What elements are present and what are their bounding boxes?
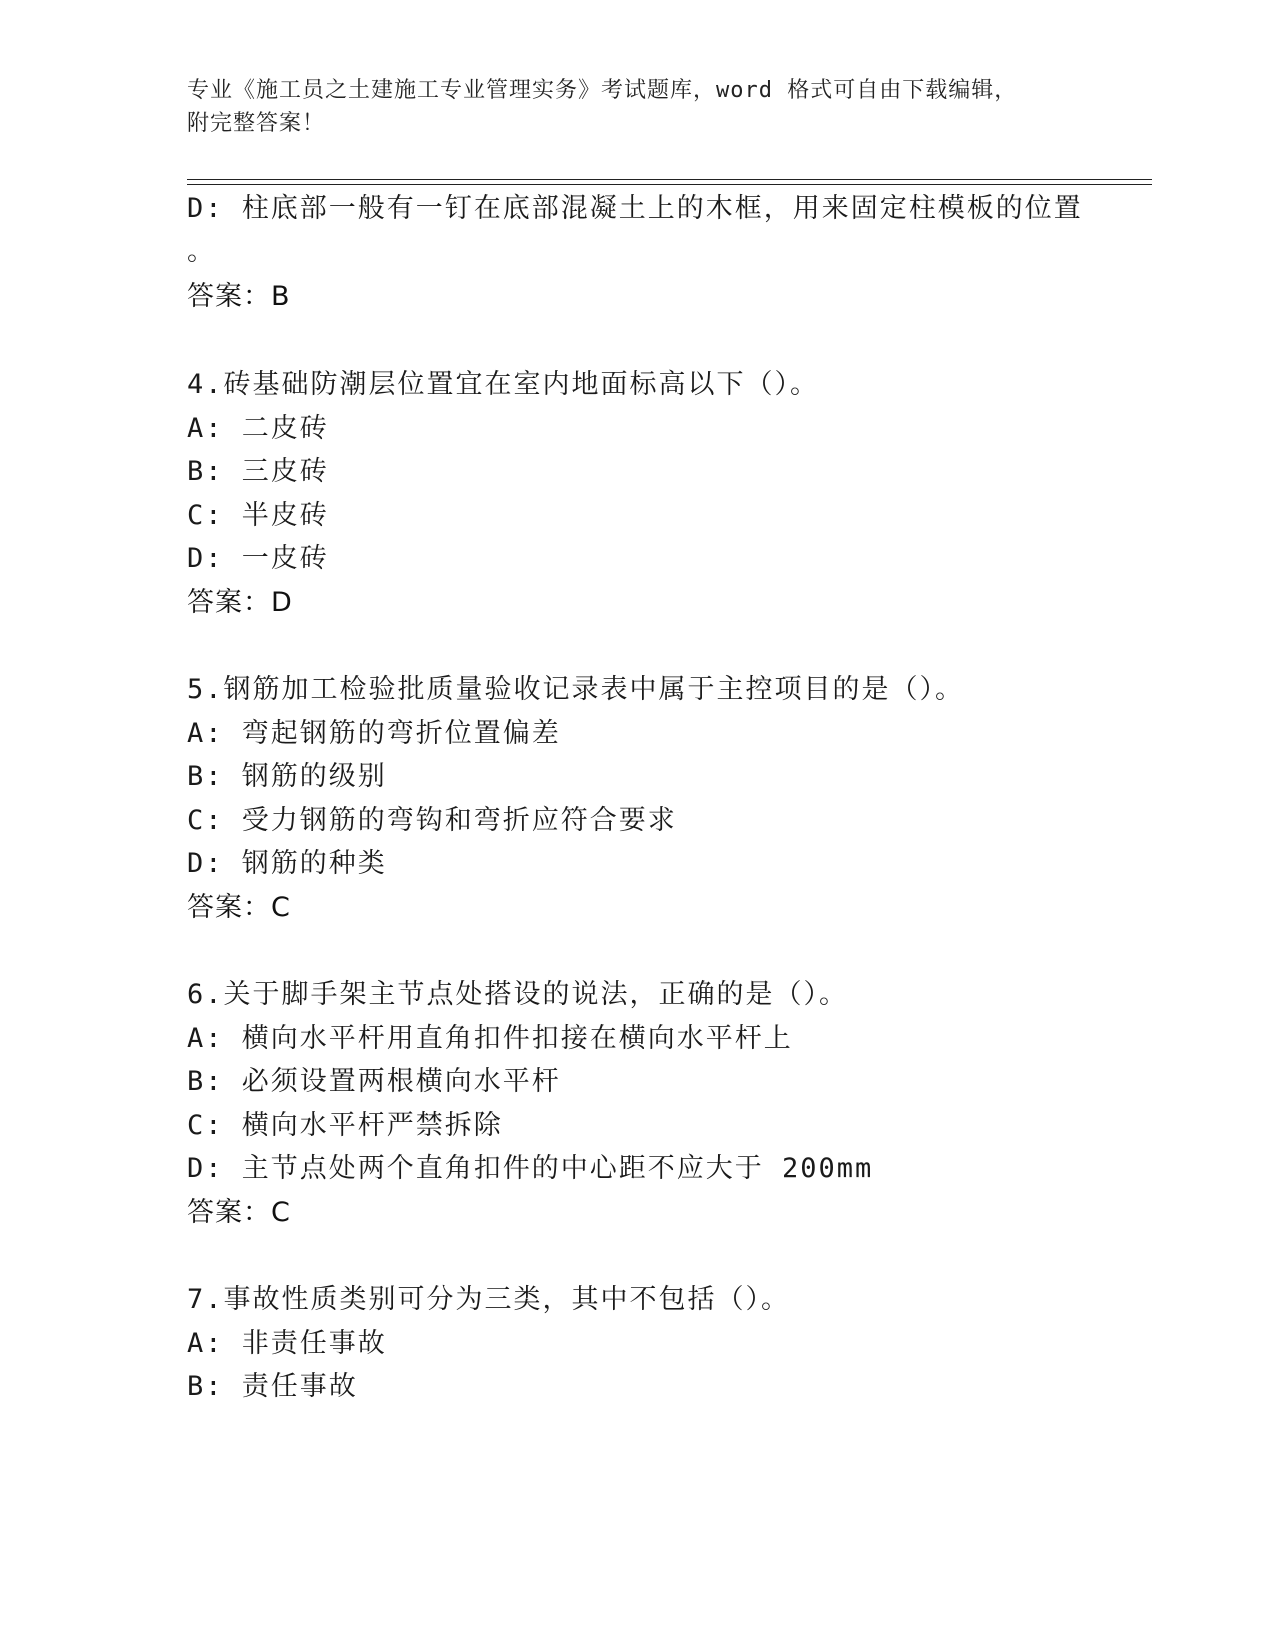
q4-option-d: D: 一皮砖 <box>187 543 329 574</box>
q6-option-d: D: 主节点处两个直角扣件的中心距不应大于 200mm <box>187 1153 874 1184</box>
q4-option-a: A: 二皮砖 <box>187 413 329 444</box>
q4-option-b: B: 三皮砖 <box>187 456 329 487</box>
q3-answer: 答案：B <box>187 281 291 312</box>
q5-question: 5.钢筋加工检验批质量验收记录表中属于主控项目的是（）。 <box>187 674 965 705</box>
q5-option-a: A: 弯起钢筋的弯折位置偏差 <box>187 718 561 749</box>
q3-option-d-continued: 。 <box>187 236 216 267</box>
header-divider-top <box>187 179 1152 180</box>
q7-option-a: A: 非责任事故 <box>187 1328 387 1359</box>
q4-option-c: C: 半皮砖 <box>187 500 329 531</box>
q6-answer: 答案：C <box>187 1197 291 1228</box>
q5-option-c: C: 受力钢筋的弯钩和弯折应符合要求 <box>187 805 677 836</box>
header-divider-bottom <box>187 184 1152 185</box>
q4-answer: 答案：D <box>187 587 293 618</box>
q4-question: 4.砖基础防潮层位置宜在室内地面标高以下（）。 <box>187 369 820 400</box>
q6-option-a: A: 横向水平杆用直角扣件扣接在横向水平杆上 <box>187 1023 793 1054</box>
q6-option-c: C: 横向水平杆严禁拆除 <box>187 1110 503 1141</box>
q3-option-d: D: 柱底部一般有一钉在底部混凝土上的木框，用来固定柱模板的位置 <box>187 193 1083 224</box>
header-line-2: 附完整答案！ <box>187 111 326 136</box>
document-header <box>187 74 1087 140</box>
header-line-1: 专业《施工员之土建施工专业管理实务》考试题库，word 格式可自由下载编辑， <box>187 78 1018 103</box>
q5-answer: 答案：C <box>187 892 291 923</box>
q6-option-b: B: 必须设置两根横向水平杆 <box>187 1066 561 1097</box>
q5-option-b: B: 钢筋的级别 <box>187 761 387 792</box>
q7-option-b: B: 责任事故 <box>187 1371 358 1402</box>
q5-option-d: D: 钢筋的种类 <box>187 848 387 879</box>
q6-question: 6.关于脚手架主节点处搭设的说法，正确的是（）。 <box>187 979 849 1010</box>
q7-question: 7.事故性质类别可分为三类，其中不包括（）。 <box>187 1284 791 1315</box>
